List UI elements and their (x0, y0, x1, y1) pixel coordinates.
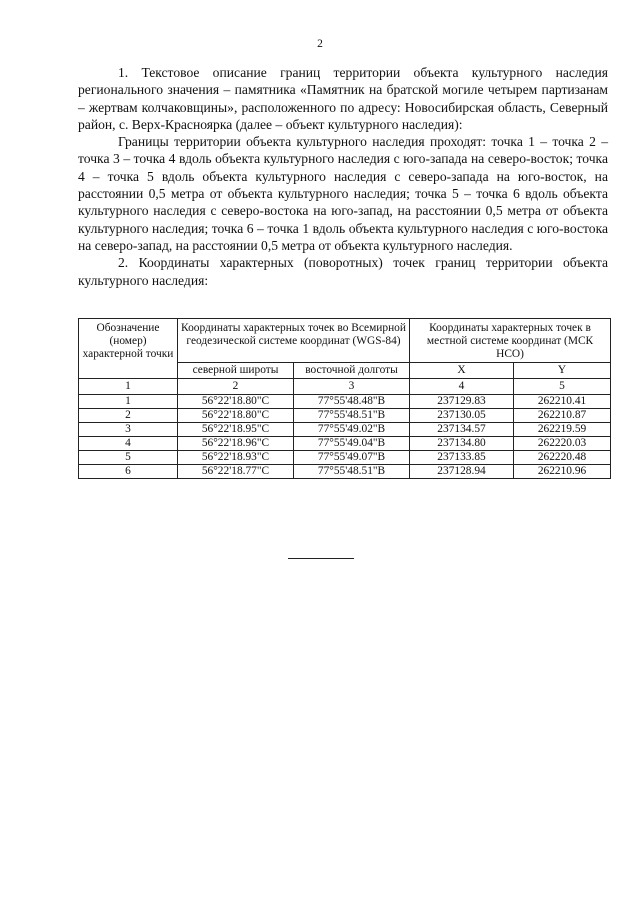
cell-x: 237128.94 (410, 465, 514, 479)
header-east-longitude: восточной долготы (294, 363, 410, 379)
cell-latitude: 56°22'18.96"С (178, 437, 294, 451)
cell-latitude: 56°22'18.93"С (178, 451, 294, 465)
cell-longitude: 77°55'48.51"В (294, 465, 410, 479)
paragraph-coordinates-intro: 2. Координаты характерных (поворотных) точек границ территории объекта культурного наследия: (78, 255, 608, 288)
cell-point-number: 1 (79, 395, 178, 409)
cell-latitude: 56°22'18.95"С (178, 423, 294, 437)
cell-point-number: 6 (79, 465, 178, 479)
cell-longitude: 77°55'49.04"В (294, 437, 410, 451)
cell-x: 237130.05 (410, 409, 514, 423)
cell-longitude: 77°55'49.02"В (294, 423, 410, 437)
header-x: X (410, 363, 514, 379)
cell-point-number: 5 (79, 451, 178, 465)
table-row (79, 409, 611, 423)
cell-point-number: 2 (79, 409, 178, 423)
cell-y: 262219.59 (514, 423, 611, 437)
column-number: 3 (294, 379, 410, 395)
cell-y: 262210.96 (514, 465, 611, 479)
table-row (79, 465, 611, 479)
closing-rule-divider (288, 558, 354, 559)
column-number: 1 (79, 379, 178, 395)
cell-point-number: 4 (79, 437, 178, 451)
table-row (79, 437, 611, 451)
column-number: 4 (410, 379, 514, 395)
header-y: Y (514, 363, 611, 379)
table-row (79, 423, 611, 437)
table-header-row (79, 319, 611, 363)
cell-latitude: 56°22'18.77"С (178, 465, 294, 479)
cell-y: 262210.41 (514, 395, 611, 409)
cell-x: 237129.83 (410, 395, 514, 409)
cell-x: 237134.80 (410, 437, 514, 451)
cell-y: 262220.48 (514, 451, 611, 465)
cell-y: 262220.03 (514, 437, 611, 451)
column-number: 2 (178, 379, 294, 395)
header-north-latitude: северной широты (178, 363, 294, 379)
column-number-row (79, 379, 611, 395)
cell-longitude: 77°55'48.51"В (294, 409, 410, 423)
coordinates-table (78, 318, 611, 479)
cell-latitude: 56°22'18.80"С (178, 395, 294, 409)
table-row (79, 451, 611, 465)
cell-longitude: 77°55'49.07"В (294, 451, 410, 465)
paragraph-boundary-description-title: 1. Текстовое описание границ территории объекта культурного наследия регионального значения – памятника «Памятник на братской могиле четырем партизанам – жертвам колчаковщины», расположенного по адресу: Новосибирская область, Северный район, с. Верх-Красноярка (далее – объект культурного наследия): (78, 65, 608, 132)
cell-point-number: 3 (79, 423, 178, 437)
cell-x: 237134.57 (410, 423, 514, 437)
header-point-designation: Обозначение (номер) характерной точки (79, 319, 178, 379)
cell-x: 237133.85 (410, 451, 514, 465)
table-row (79, 395, 611, 409)
body-text (78, 64, 608, 289)
cell-longitude: 77°55'48.48"В (294, 395, 410, 409)
column-number: 5 (514, 379, 611, 395)
paragraph-boundary-route: Границы территории объекта культурного наследия проходят: точка 1 – точка 2 – точка 3 – точка 4 вдоль объекта культурного наследия с юго-запада на северо-восток; точка 4 – точка 5 вдоль объекта культурного наследия с северо-запада на юго-восток, на расстоянии 0,5 метра от объекта культурного наследия; точка 5 – точка 6 вдоль объекта культурного наследия с северо-востока на юго-запад, на расстоянии 0,5 метра от объекта культурного наследия; точка 6 – точка 1 вдоль объекта культурного наследия с юго-востока на северо-запад, на расстоянии 0,5 метра от объекта культурного наследия. (78, 134, 608, 253)
cell-latitude: 56°22'18.80"С (178, 409, 294, 423)
header-wgs84-coordinates: Координаты характерных точек во Всемирной геодезической системе координат (WGS-84) (178, 319, 410, 363)
page-number: 2 (317, 38, 323, 50)
header-local-coordinates: Координаты характерных точек в местной системе координат (МСК НСО) (410, 319, 611, 363)
cell-y: 262210.87 (514, 409, 611, 423)
